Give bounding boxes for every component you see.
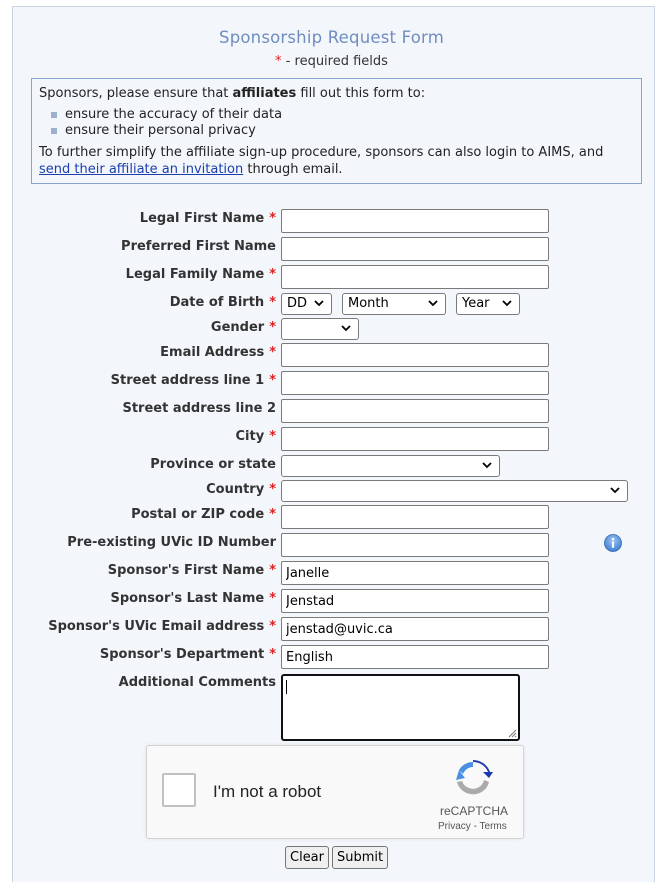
sponsor-last-row	[0, 589, 663, 613]
chevron-down-icon	[481, 459, 493, 471]
sponsor-dept-row	[0, 645, 663, 669]
gender-select[interactable]	[281, 318, 359, 340]
required-star: *	[269, 619, 276, 634]
gender-row	[0, 318, 663, 342]
legal-family-name-input[interactable]	[281, 265, 549, 289]
uvic-id-label: Pre-existing UVic ID Number	[67, 535, 276, 550]
bullet-square-icon	[51, 112, 57, 118]
gender-label: Gender *	[210, 320, 276, 335]
preferred-first-name-row	[0, 237, 663, 261]
email-row	[0, 343, 663, 367]
street2-label: Street address line 2	[122, 401, 276, 416]
info-bullet-list	[51, 107, 634, 139]
preferred-first-name-label: Preferred First Name	[121, 239, 276, 254]
street1-input[interactable]	[281, 371, 549, 395]
sponsor-first-input[interactable]	[281, 561, 549, 585]
chevron-down-icon	[609, 484, 621, 496]
recaptcha-terms-link[interactable]: Terms	[479, 821, 507, 832]
country-label: Country *	[206, 482, 276, 497]
required-star: *	[269, 320, 276, 335]
sponsor-email-input[interactable]	[281, 617, 549, 641]
legal-family-name-row	[0, 265, 663, 289]
required-note-text: - required fields	[285, 54, 388, 69]
country-row	[0, 480, 663, 504]
required-star: *	[269, 482, 276, 497]
province-select[interactable]	[281, 455, 500, 477]
sponsor-dept-label: Sponsor's Department *	[99, 647, 276, 662]
postal-input[interactable]	[281, 505, 549, 529]
dob-month-value: Month	[348, 296, 389, 311]
info-intro	[39, 85, 634, 102]
recaptcha-widget	[146, 745, 524, 839]
sponsor-last-input[interactable]	[281, 589, 549, 613]
info-intro-suffix: fill out this form to:	[296, 86, 426, 101]
required-star: *	[269, 591, 276, 606]
legal-first-name-row	[0, 209, 663, 233]
chevron-down-icon	[340, 322, 352, 334]
street2-row	[0, 399, 663, 423]
sponsor-email-label: Sponsor's UVic Email address *	[48, 619, 276, 634]
chevron-down-icon	[313, 297, 325, 309]
recaptcha-checkbox[interactable]	[162, 773, 196, 807]
page-title: Sponsorship Request Form	[219, 28, 444, 47]
bullet-text: ensure the accuracy of their data	[65, 107, 283, 122]
required-star: *	[275, 54, 282, 69]
street2-input[interactable]	[281, 399, 549, 423]
preferred-first-name-input[interactable]	[281, 237, 549, 261]
city-row	[0, 427, 663, 451]
email-label: Email Address *	[160, 345, 276, 360]
email-input[interactable]	[281, 343, 549, 367]
comments-textarea[interactable]	[281, 674, 520, 741]
required-star: *	[269, 345, 276, 360]
recaptcha-separator: -	[470, 821, 480, 832]
legal-family-name-label: Legal Family Name *	[125, 267, 276, 282]
dob-year-value: Year	[462, 296, 490, 311]
legal-first-name-label: Legal First Name *	[139, 211, 276, 226]
info-circle-icon[interactable]	[604, 534, 622, 552]
info-footer-suffix: through email.	[243, 162, 343, 177]
dob-month-select[interactable]	[342, 293, 446, 315]
sponsor-info-box	[31, 78, 642, 184]
required-star: *	[269, 211, 276, 226]
recaptcha-links	[438, 821, 507, 832]
required-star: *	[269, 507, 276, 522]
recaptcha-logo-icon	[453, 758, 493, 798]
required-star: *	[269, 267, 276, 282]
info-intro-prefix: Sponsors, please ensure that	[39, 86, 233, 101]
sponsor-email-row	[0, 617, 663, 641]
province-row	[0, 455, 663, 479]
submit-button[interactable]: Submit	[332, 846, 388, 869]
clear-button[interactable]: Clear	[285, 846, 329, 869]
send-invitation-link[interactable]: send their affiliate an invitation	[39, 162, 244, 177]
required-star: *	[269, 373, 276, 388]
text-caret	[286, 680, 287, 694]
date-of-birth-row	[0, 293, 663, 317]
sponsor-first-label: Sponsor's First Name *	[107, 563, 276, 578]
sponsor-first-row	[0, 561, 663, 585]
recaptcha-brand: reCAPTCHA	[440, 804, 509, 818]
required-star: *	[269, 295, 276, 310]
street1-row	[0, 371, 663, 395]
required-star: *	[269, 647, 276, 662]
city-input[interactable]	[281, 427, 549, 451]
uvic-id-input[interactable]	[281, 533, 549, 557]
bullet-square-icon	[51, 128, 57, 134]
street1-label: Street address line 1 *	[110, 373, 276, 388]
province-label: Province or state	[150, 457, 276, 472]
bullet-text: ensure their personal privacy	[65, 123, 256, 138]
list-item	[51, 123, 634, 139]
dob-day-select[interactable]	[281, 293, 332, 315]
city-label: City *	[235, 429, 276, 444]
postal-label: Postal or ZIP code *	[131, 507, 276, 522]
comments-label: Additional Comments	[118, 675, 276, 690]
dob-day-value: DD	[287, 296, 308, 311]
recaptcha-label: I'm not a robot	[213, 782, 322, 801]
legal-first-name-input[interactable]	[281, 209, 549, 233]
chevron-down-icon	[501, 297, 513, 309]
info-footer	[39, 144, 634, 178]
info-intro-bold: affiliates	[232, 86, 297, 101]
required-star: *	[269, 563, 276, 578]
date-of-birth-label: Date of Birth *	[169, 295, 276, 310]
sponsor-dept-input[interactable]	[281, 645, 549, 669]
sponsor-last-label: Sponsor's Last Name *	[110, 591, 276, 606]
required-star: *	[269, 429, 276, 444]
postal-row	[0, 505, 663, 529]
dob-year-select[interactable]	[456, 293, 520, 315]
recaptcha-privacy-link[interactable]: Privacy	[438, 821, 471, 832]
info-footer-prefix: To further simplify the affiliate sign-up procedure, sponsors can also login to AIMS, and	[39, 145, 604, 160]
chevron-down-icon	[427, 297, 439, 309]
list-item	[51, 107, 634, 123]
required-fields-note	[0, 54, 663, 69]
resize-grip-icon[interactable]	[507, 728, 517, 738]
country-select[interactable]	[281, 480, 628, 502]
uvic-id-row	[0, 533, 663, 557]
